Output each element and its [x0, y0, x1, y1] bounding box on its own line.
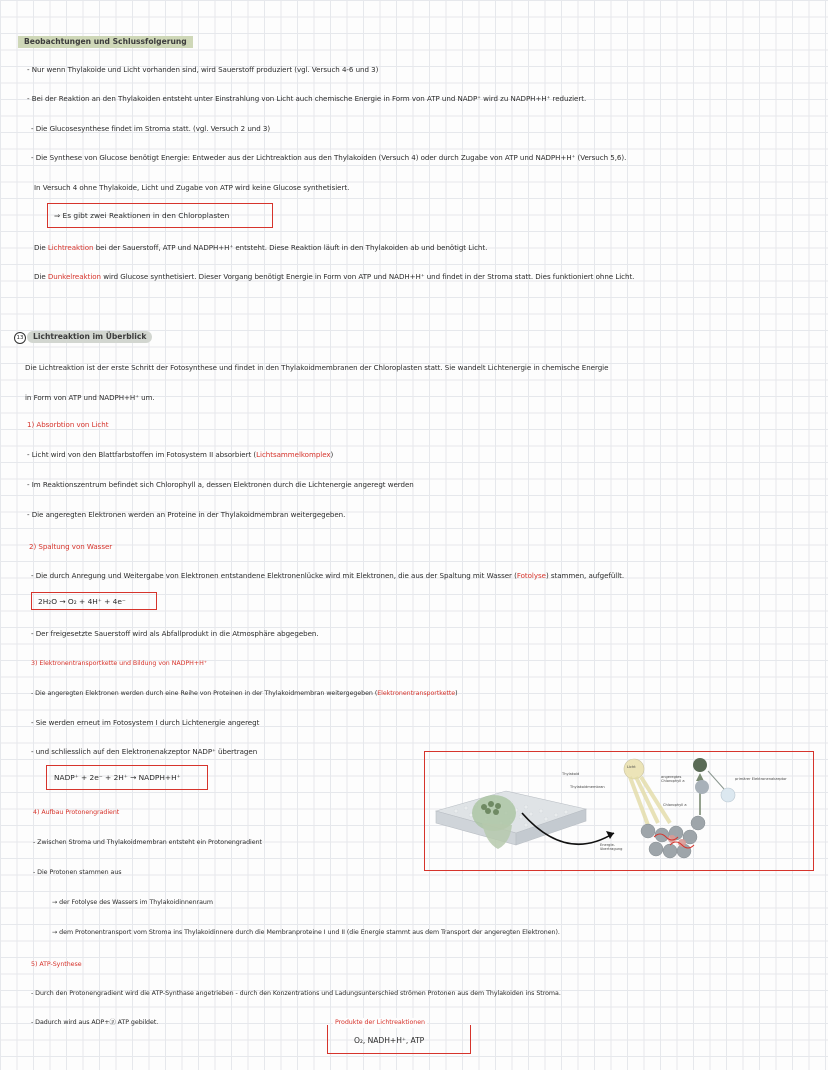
term-lichtreaktion: Lichtreaktion — [47, 243, 94, 252]
conclusion-box — [47, 203, 273, 228]
conclusion-text: ⇒ Es gibt zwei Reaktionen in den Chloroplasten — [54, 211, 230, 220]
prefix: Die — [34, 243, 48, 252]
text-line — [31, 571, 624, 581]
section-heading-observations: Beobachtungen und Schlussfolgerung — [18, 36, 193, 48]
thylakoid-membrane-illustration — [436, 791, 586, 849]
text-line — [31, 689, 458, 699]
subsection-title: 3) Elektronentransportkette und Bildung von NADPH+H⁺ — [31, 660, 208, 667]
text-part: ) — [455, 690, 458, 697]
label-excited-chlorophyll: angeregtes Chlorophyll a — [661, 775, 685, 783]
rest: bei der Sauerstoff, ATP und NADPH+H⁺ entsteht. Diese Reaktion läuft in den Thylakoiden ab und benötigt Licht. — [93, 243, 488, 252]
formula: NADP⁺ + 2e⁻ + 2H⁺ → NADPH+H⁺ — [54, 773, 181, 782]
term-elektronentransportkette: Elektronentransportkette — [377, 690, 456, 697]
intro-line: in Form von ATP und NADPH+H⁺ um. — [25, 393, 155, 402]
text-line: - Bei der Reaktion an den Thylakoiden entsteht unter Einstrahlung von Licht auch chemische Energie in Form von ATP und NADP⁺ wird zu NADPH+H⁺ reduziert. — [27, 94, 587, 103]
text-line: - Die Protonen stammen aus — [33, 869, 122, 876]
text-part: - Die durch Anregung und Weitergabe von Elektronen entstandene Elektronenlücke wird mit Elektronen, die aus der Spaltung mit Wasser ( — [31, 571, 517, 580]
label-chlorophyll-a: Chlorophyll a — [663, 803, 687, 807]
term-fotolyse: Fotolyse — [516, 571, 546, 580]
text-line: - und schliesslich auf den Elektronenakzeptor NADP⁺ übertragen — [31, 747, 258, 756]
text-line — [27, 450, 333, 460]
subsection-title: 5) ATP-Synthese — [31, 961, 82, 968]
products-title: Produkte der Lichtreaktionen — [335, 1019, 425, 1026]
text-line: → der Fotolyse des Wassers im Thylakoidinnenraum — [52, 899, 213, 906]
text-line: - Im Reaktionszentrum befindet sich Chlorophyll a, dessen Elektronen durch die Lichtenergie angeregt werden — [27, 480, 414, 489]
subsection-title: 4) Aufbau Protonengradient — [33, 809, 120, 816]
term-lichtsammelkomplex: Lichtsammelkomplex — [256, 450, 331, 459]
text-line-light-reaction — [34, 243, 487, 253]
text-line: - Dadurch wird aus ADP+ⓟ ATP gebildet. — [31, 1019, 159, 1026]
subsection-title: 1) Absorbtion von Licht — [27, 420, 109, 429]
text-part: ) stammen, aufgefüllt. — [545, 571, 625, 580]
formula-box-water-split — [31, 592, 157, 610]
light-reaction-diagram — [426, 753, 812, 869]
section-heading-light-reaction: Lichtreaktion im Überblick — [27, 331, 152, 343]
text-line: - Zwischen Stroma und Thylakoidmembran entsteht ein Protonengradient — [33, 839, 262, 846]
text-part: ) — [330, 450, 334, 459]
text-line: - Der freigesetzte Sauerstoff wird als Abfallprodukt in die Atmosphäre abgegeben. — [31, 629, 319, 638]
text-line: - Sie werden erneut im Fotosystem I durch Lichtenergie angeregt — [31, 718, 260, 727]
text-line: - Die Synthese von Glucose benötigt Energie: Entweder aus der Lichtreaktion aus den Thylakoiden (Versuch 4) oder durch Zugabe von ATP und NADPH+H⁺ (Versuch 5,6). — [31, 153, 627, 162]
label-membrane: Thylakoidmembran — [570, 785, 605, 789]
label-licht: Licht — [627, 765, 636, 769]
formula-box-nadph — [46, 765, 208, 790]
label-energy-transfer: Energie-übertragung — [600, 843, 623, 851]
prefix: Die — [34, 272, 48, 281]
subsection-title: 2) Spaltung von Wasser — [29, 542, 113, 551]
rest: wird Glucose synthetisiert. Dieser Vorgang benötigt Energie in Form von ATP und NADH+H⁺ und findet in der Stroma statt. Dies funktioniert ohne Licht. — [100, 272, 635, 281]
term-dunkelreaktion: Dunkelreaktion — [47, 272, 101, 281]
text-line: - Durch den Protonengradient wird die ATP-Synthase angetrieben - durch den Konzentrations und Ladungsunterschied strömen Protonen aus dem Thylakoiden ins Stroma. — [31, 990, 561, 997]
label-thylakoid: Thylakoid — [562, 772, 580, 776]
text-line-dark-reaction — [34, 272, 634, 282]
text-line: - Die Glucosesynthese findet im Stroma statt. (vgl. Versuch 2 und 3) — [31, 124, 271, 133]
section-number-badge: 13 — [14, 332, 26, 344]
text-part: - Die angeregten Elektronen werden durch eine Reihe von Proteinen in der Thylakoidmembran weitergegeben ( — [31, 690, 378, 697]
label-electron-acceptor: primärer Elektronenakzeptor — [735, 777, 787, 781]
formula: 2H₂O → O₂ + 4H⁺ + 4e⁻ — [38, 596, 126, 606]
text-line: - Nur wenn Thylakoide und Licht vorhanden sind, wird Sauerstoff produziert (vgl. Versuch 4-6 und 3) — [27, 65, 379, 74]
intro-line: Die Lichtreaktion ist der erste Schritt der Fotosynthese und findet in den Thylakoidmembranen der Chloroplasten statt. Sie wandelt Lichtenergie in chemische Energie — [25, 363, 609, 372]
text-line: - Die angeregten Elektronen werden an Proteine in der Thylakoidmembran weitergegeben. — [27, 510, 346, 519]
text-part: - Licht wird von den Blattfarbstoffen im Fotosystem II absorbiert ( — [27, 450, 257, 459]
products-value: O₂, NADH+H⁺, ATP — [354, 1036, 425, 1045]
text-line: → dem Protonentransport vom Stroma ins Thylakoidinnere durch die Membranproteine I und II (die Energie stammt aus dem Transport der angeregten Elektronen). — [52, 929, 560, 936]
text-line: In Versuch 4 ohne Thylakoide, Licht und Zugabe von ATP wird keine Glucose synthetisiert. — [34, 183, 350, 192]
